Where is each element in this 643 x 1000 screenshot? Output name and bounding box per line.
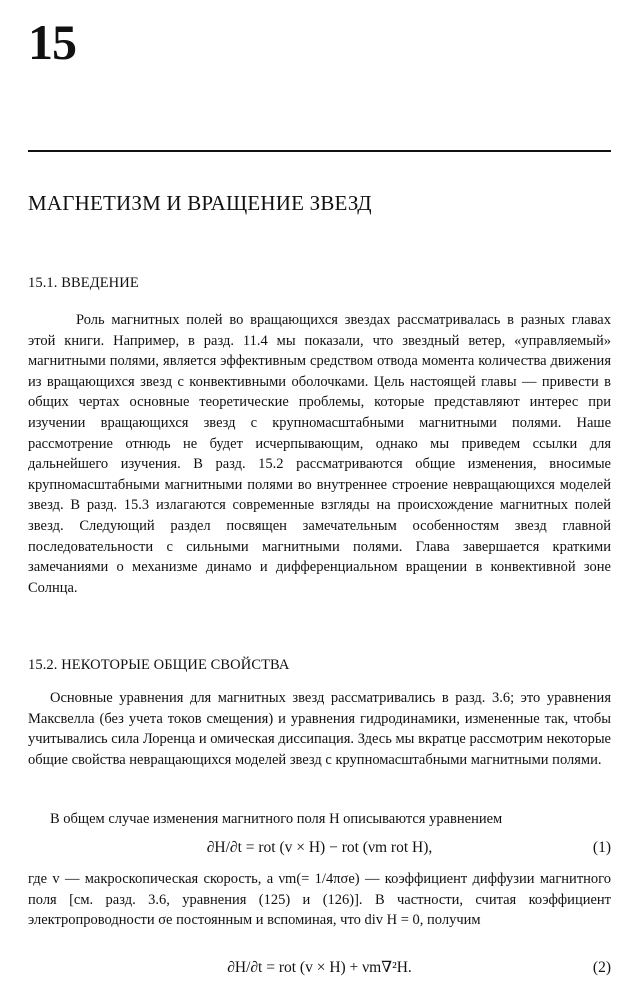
equation-2 — [28, 956, 611, 980]
chapter-divider — [28, 150, 611, 152]
equation-2-body: ∂H/∂t = rot (v × H) + νm∇²H. — [227, 959, 412, 976]
introduction-paragraph: Роль магнитных полей во вращающихся звездах рассматривалась в разных главах этой книги. Например, в разд. 11.4 мы показали, что звездный ветер, «управляемый» магнитными полями, является эффективным средством отвода момента количества движения из вращающихся звезд с конвективными оболочками. Цель настоящей главы — привести в общих чертах основные теоретические проблемы, которые представляют интерес при изучении вращающихся звезд с крупномасштабными магнитными полями. Наше рассмотрение отнюдь не будет исчерпывающим, однако мы приведем ссылки для дальнейшего изучения. В разд. 15.2 рассматриваются общие изменения, вносимые крупномасштабными магнитными полями во внутреннее строение невращающихся моделей звезд. В разд. 15.3 излагаются современные взгляды на происхождение магнитных полей звезд. Следующий раздел посвящен замечательным особенностям звезд главной последовательности с сильными магнитными полями. Глава завершается краткими замечаниями о механизме динамо и дифференциальном вращении в конвективной зоне Солнца. — [28, 312, 611, 596]
field-equation-intro: В общем случае изменения магнитного поля H описываются уравнением — [50, 811, 503, 827]
section-heading-general-properties: 15.2. НЕКОТОРЫЕ ОБЩИЕ СВОЙСТВА — [28, 657, 290, 673]
section-heading-introduction: 15.1. ВВЕДЕНИЕ — [28, 275, 139, 291]
equation-1-number: (1) — [592, 839, 611, 856]
chapter-title: МАГНЕТИЗМ И ВРАЩЕНИЕ ЗВЕЗД — [28, 191, 372, 215]
chapter-number: 15 — [28, 14, 76, 70]
equation-1-body: ∂H/∂t = rot (v × H) − rot (νm rot H), — [206, 839, 433, 856]
general-properties-paragraph: Основные уравнения для магнитных звезд рассматривались в разд. 3.6; это уравнения Максвелла (без учета токов смещения) и уравнения гидродинамики, измененные так, чтобы учитывались сила Лоренца и омическая диссипация. Здесь мы вкратце рассмотрим некоторые общие свойства невращающихся моделей звезд с крупномасштабными магнитными полями. — [28, 690, 611, 768]
diffusion-paragraph: где v — макроскопическая скорость, а νm(= 1/4πσe) — коэффициент диффузии магнитного поля [см. разд. 3.6, уравнения (125) и (126)]. В частности, считая коэффициент электропроводности σe постоянным и вспоминая, что div H = 0, получим — [28, 871, 611, 929]
equation-1 — [28, 836, 611, 860]
equation-2-number: (2) — [592, 959, 611, 976]
